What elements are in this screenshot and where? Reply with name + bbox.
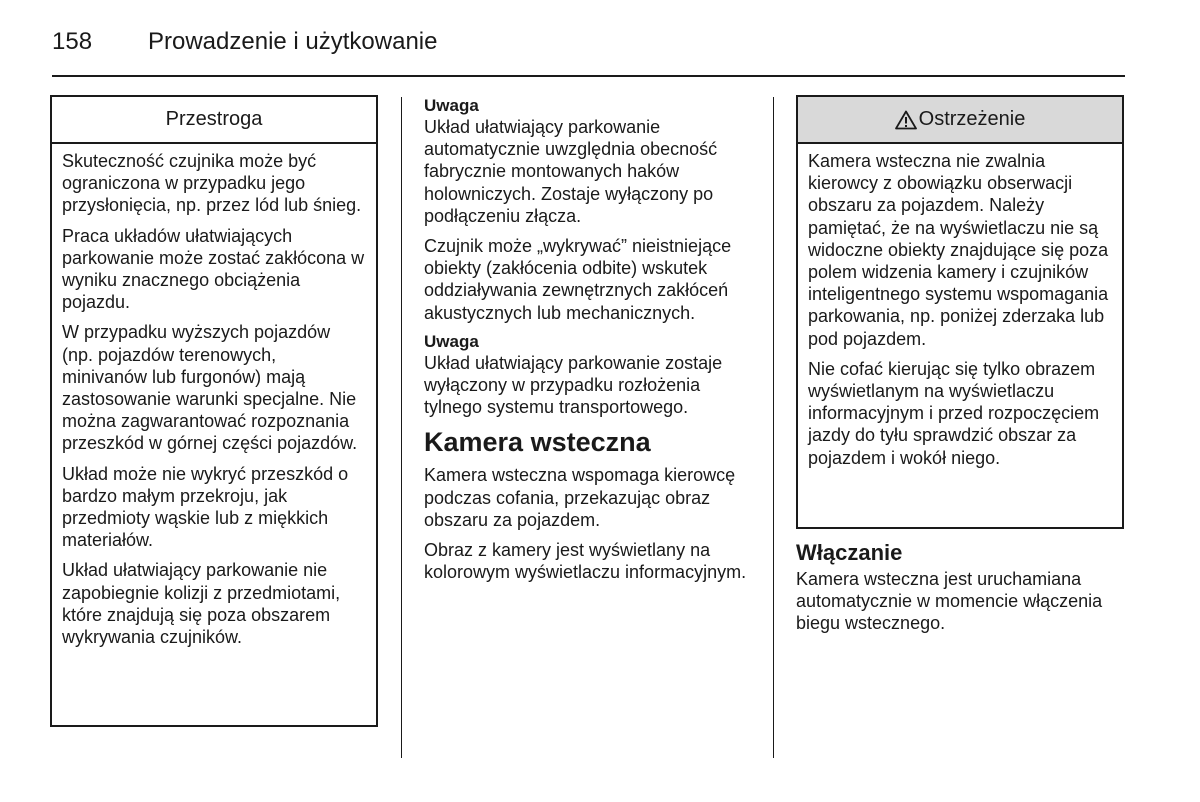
column-divider-left (401, 97, 402, 758)
caution-paragraph: Skuteczność czujnika może być ograniczona w przypadku jego przysłonięcia, np. przez lód lub śnieg. (62, 151, 362, 216)
header-rule (52, 75, 1125, 77)
warning-paragraph: Nie cofać kierując się tylko obrazem wyświetlanym na wyświetlaczu informacyjnym i przed rozpoczęciem jazdy do tyłu sprawdzić obszar za pojazdem i wokół niego. (808, 358, 1100, 468)
detection-paragraph: Czujnik może „wykrywać” nieistniejące obiekty (zakłócenia odbite) wskutek oddziaływania zewnętrznych zakłóceń akustycznych lub mechanicznych. (424, 236, 732, 323)
note-text: Układ ułatwiający parkowanie zostaje wyłączony w przypadku rozłożenia tylnego systemu transportowego. (424, 352, 723, 418)
caution-box-body (52, 144, 376, 648)
page-title: Prowadzenie i użytkowanie (148, 28, 438, 55)
warning-box (796, 95, 1124, 529)
warning-triangle-icon (895, 110, 917, 130)
middle-column (424, 96, 756, 591)
section-paragraph: Kamera wsteczna wspomaga kierowcę podczas cofania, przekazując obraz obszaru za pojazdem. (424, 465, 736, 530)
page-number: 158 (52, 28, 93, 55)
note-label: Uwaga (424, 331, 479, 351)
subsection-title: Włączanie (796, 540, 903, 565)
page-header (52, 24, 1125, 60)
warning-box-body (798, 144, 1122, 469)
caution-paragraph: Układ może nie wykryć przeszkód o bardzo małym przekroju, jak przedmioty wąskie lub z miękkich materiałów. (62, 463, 349, 551)
subsection-paragraph: Kamera wsteczna jest uruchamiana automatycznie w momencie włączenia biegu wstecznego. (796, 569, 1103, 634)
section-title: Kamera wsteczna (424, 427, 651, 458)
caution-box-title: Przestroga (165, 108, 263, 130)
right-column-subsection (796, 540, 1126, 643)
note-label: Uwaga (424, 96, 479, 115)
caution-paragraph: W przypadku wyższych pojazdów (np. pojazdów terenowych, minivanów lub furgonów) mają zastosowanie warunki specjalne. Nie można zagwarantować rozpoznania przeszkód w górnej części pojazdów. (62, 322, 358, 454)
caution-paragraph: Praca układów ułatwiających parkowanie może zostać zakłócona w wyniku znacznego obciążenia pojazdu. (62, 225, 365, 313)
section-paragraph: Obraz z kamery jest wyświetlany na kolorowym wyświetlaczu informacyjnym. (424, 540, 747, 583)
caution-paragraph: Układ ułatwiający parkowanie nie zapobiegnie kolizji z przedmiotami, które znajdują się poza obszarem wykrywania czujników. (62, 560, 341, 648)
column-divider-right (773, 97, 774, 758)
note-text: Układ ułatwiający parkowanie automatycznie uwzględnia obecność fabrycznie montowanych haków holowniczych. Zostaje wyłączony po podłączeniu złącza. (424, 117, 718, 226)
warning-box-title: Ostrzeżenie (918, 108, 1026, 130)
caution-box (50, 95, 378, 727)
warning-box-header (798, 97, 1122, 144)
caution-box-header (52, 97, 376, 144)
warning-paragraph: Kamera wsteczna nie zwalnia kierowcy z obowiązku obserwacji obszaru za pojazdem. Należy pamiętać, że na wyświetlaczu nie są widoczne obiekty znajdujące się poza polem widzenia kamery i czujników inteligentnego systemu wspomagania parkowania, np. poniżej zderzaka lub pod pojazdem. (808, 151, 1109, 349)
